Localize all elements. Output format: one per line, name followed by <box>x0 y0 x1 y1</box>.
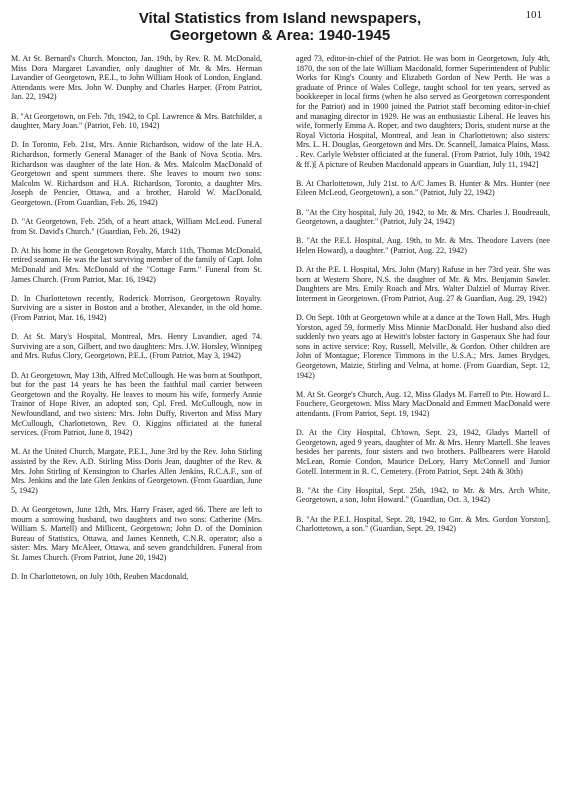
entry: B. "At the City Hospital, Sept. 25th, 1942, to Mr. & Mrs. Arch White, Georgetown, a son, John Howard." (Guardian, Oct. 3, 1942) <box>296 485 550 505</box>
entry: M. At the United Church, Margate, P.E.I., June 3rd by the Rev. John Stirling assisted by the Rev. A.D. Stirling Miss Doris Jean, daughter of the Rev. & Mrs. John Stirling of Kensington to Charles Allen Jenkins, R.C.A.F., son of Mrs. Jenkins and the late Glen Jenkins of Georgetown. (From Guardian, June 5, 1942) <box>11 447 262 495</box>
page-number: 101 <box>525 9 542 21</box>
entry: B. "At the P.E.I. Hospital, Aug. 19th, to Mr. & Mrs. Theodore Lavers (nee Helen Howard), a daughter." (Patriot, Aug. 22, 1942) <box>296 236 550 255</box>
entry: D. At St. Mary's Hospital, Montreal, Mrs. Henry Lavandier, aged 74. Surviving are a son, Gilbert, and two daughters: Mrs. J.W. Horsley, Winnipeg and Mrs. Rufus Clory, Georgetown, P.E.I.. (From Patriot, May 3, 1942) <box>11 332 262 361</box>
entry: D. At Georgetown, June 12th, Mrs. Harry Fraser, aged 66. There are left to mourn a sorrowing husband, two daughters and two sons: Catherine (Mrs. William S. Martell) and Millicent, Georgetown; John D. of the Dominion Bureau of Statistics, Ottawa, and James Kenneth, C.N.R. operator; also a sister: Mrs. Mary McAleer, Ottawa, and seven grandchildren. Funeral from St. James Church. (From Patriot, June 20, 1942) <box>11 504 262 562</box>
entry: D. In Charlottetown, on July 10th, Reuben Macdonald, <box>11 572 189 582</box>
entry: D. At the City Hospital, Ch'town, Sept. 23, 1942, Gladys Martell of Georgetown, aged 9 years, daughter of Mr. & Mrs. Henry Martell. She leaves besides her parents, four sisters and two brothers. Pallbearers were Harold McLean, Romie Condon, Maurice DeLory, Harry McConnell and Junior Gotell. Interment in R. C. Cemetery. (From Patriot, Sept. 24th & 30th) <box>296 428 550 476</box>
title-line-2: Georgetown & Area: 1940-1945 <box>169 27 391 44</box>
entry: B. At Charlottetown, July 21st. to A/C James B. Hunter & Mrs. Hunter (nee Eileen McLeod, Georgetown), a son." (Patriot, July 22, 1942) <box>296 178 550 198</box>
left-column <box>11 54 262 582</box>
entry: B. "At Georgetown, on Feb. 7th, 1942, to Cpl. Lawrence & Mrs. Batchilder, a daughter, Mary Joan." (Patriot, Feb. 10, 1942) <box>11 111 262 131</box>
title-line-1: Vital Statistics from Island newspapers, <box>138 10 422 27</box>
entry: D. On Sept. 10th at Georgetown while at a dance at the Town Hall, Mrs. Hugh Yorston, aged 59, formerly Miss Minnie MacDonald. Her husband also died suddenly two years ago at Hewitt's lobster factory in Gasperaux She had four sons in active service: Roy, Russell, Melville, & Gordon. Other children are John of Montague; Florence Timmons in the U.S.A.; Mrs. James Brydges, Georgetown, Maizie, Stirling and Velma, at home. (From Guardian, Sept. 12, 1942) <box>296 313 550 380</box>
entry: D. At Georgetown, May 13th, Alfred McCullough. He was born at Southport, but for the past 14 years he has been the faithful mail carrier between Georgetown and the Royalty. He leaves to mourn his wife, formerly Annie Trainor of Hope River, an adopted son, Cpl. Fred. McCullough, now in Newfoundland, and two sisters: Mrs. John Duffy, Riverton and Miss Mary McCullough, Charlottetown, Rev. O. Kiggins officiated at the funeral services. (From Patriot, June 8, 1942) <box>11 370 262 438</box>
entry: D. "At Georgetown, Feb. 25th, of a heart attack, William McLeod. Funeral from St. David's Church." (Guardian, Feb. 26, 1942) <box>11 217 262 236</box>
page-title <box>60 10 500 44</box>
right-column <box>296 54 550 534</box>
entry: D. In Toronto, Feb. 21st, Mrs. Annie Richardson, widow of the late H.A. Richardson, formerly General Manager of the Bank of Nova Scotia. Mrs. Richardson was daughter of the late Hon. & Mrs. Malcolm MacDonald of Georgetown and spent summers there. She leaves to mourn two sons: Malcolm W. Richardson and H.A. Richardson, Toronto, a daughter Mrs. Joseph de Pencier, Ottawa, and a brother, Harold W. MacDonald, Georgetown. (From Guardian, Feb. 26, 1942) <box>11 140 262 207</box>
entry: D. At the P.E. I. Hospital, Mrs. John (Mary) Rafuse in her 73rd year. She was born at Western Shore, N.S. the daughter of Mr. & Mrs. Benjamin Sawler. Daughters are Mrs. Emily Roach and Mrs. Walter Dalziel of Murray River. Interment in Georgetown. (From Patriot, Aug. 27 & Guardian, Aug. 29, 1942) <box>296 265 550 303</box>
entry: D. At his home in the Georgetown Royalty, March 11th, Thomas McDonald, retired seaman. He was the last surviving member of the family of Capt. John McDonald and Mrs. McDonald of the "Cottage Farm." Funeral from St. James Church. (From Patriot, Mar. 16, 1942) <box>11 245 262 284</box>
entry: M. At St. Bernard's Church. Moncton, Jan. 19th, by Rev. R. M. McDonald, Miss Dora Margaret Lavandier, only daughter of Mr. & Mrs. Herman Lavandier of Georgetown, P.E.I., to John William Hook of London, England. Attendants were Mrs. John W. Dunphy and Charles Harper. (From Patriot, Jan. 22, 1942) <box>11 54 262 102</box>
entry: aged 73, editor-in-chief of the Patriot. He was born in Georgetown, July 4th, 1870, the son of the late William Macdonald, former Superintendent of Public Works for King's County and Elizabeth Gordon of New Perth. He was a graduate of Prince of Wales College, taught school for ten years, served as bookkeeper in local firms (when he also served as Georgetown correspondent for the Patriot) and in 1900 joined the Patriot staff becoming editor-in-chief and managing director in 1929. He was an enthusiastic Liberal. He leaves his wife, formerly Emma A. Roper, and two daughters; Doris, student nurse at the Royal Victoria Hospital, Montreal, and Jean in Charlottetown; also sisters: Mrs. L. H. Douglas, Georgetown and Mrs. Dr. Scannell, Jamaica Plains, Mass. . Rev. Carlyle Webster officiated at the funeral. (From Patriot, July 10th, 1942 & ff.)[ A picture of Reuben Macdonald appears in Guardian, July 11, 1942] <box>296 54 550 169</box>
entry: B. "At the City hospital, July 20, 1942, to Mr. & Mrs. Charles J. Boudreault, Georgetown, a daughter." (Patriot, July 24, 1942) <box>296 207 550 227</box>
entry: D. In Charlottetown recently, Roderick Morrison, Georgetown Royalty. Surviving are a sister in Boston and a brother, Alexander, in the old home. (From Patriot, Mar. 16, 1942) <box>11 293 262 323</box>
entry: B. "At the P.E.I. Hospital, Sept. 28, 1942, to Gnr. & Mrs. Gordon Yorston], Charlottetown, a son." (Guardian, Sept. 29, 1942) <box>296 514 550 534</box>
entry: M. At St. George's Church, Aug. 12, Miss Gladys M. Farrell to Pte. Howard L. Fouchere, Georgetown. Miss Mary MacDonald and Emmett MacDonald were attendants. (From Patriot, Sept. 19, 1942) <box>296 389 550 418</box>
